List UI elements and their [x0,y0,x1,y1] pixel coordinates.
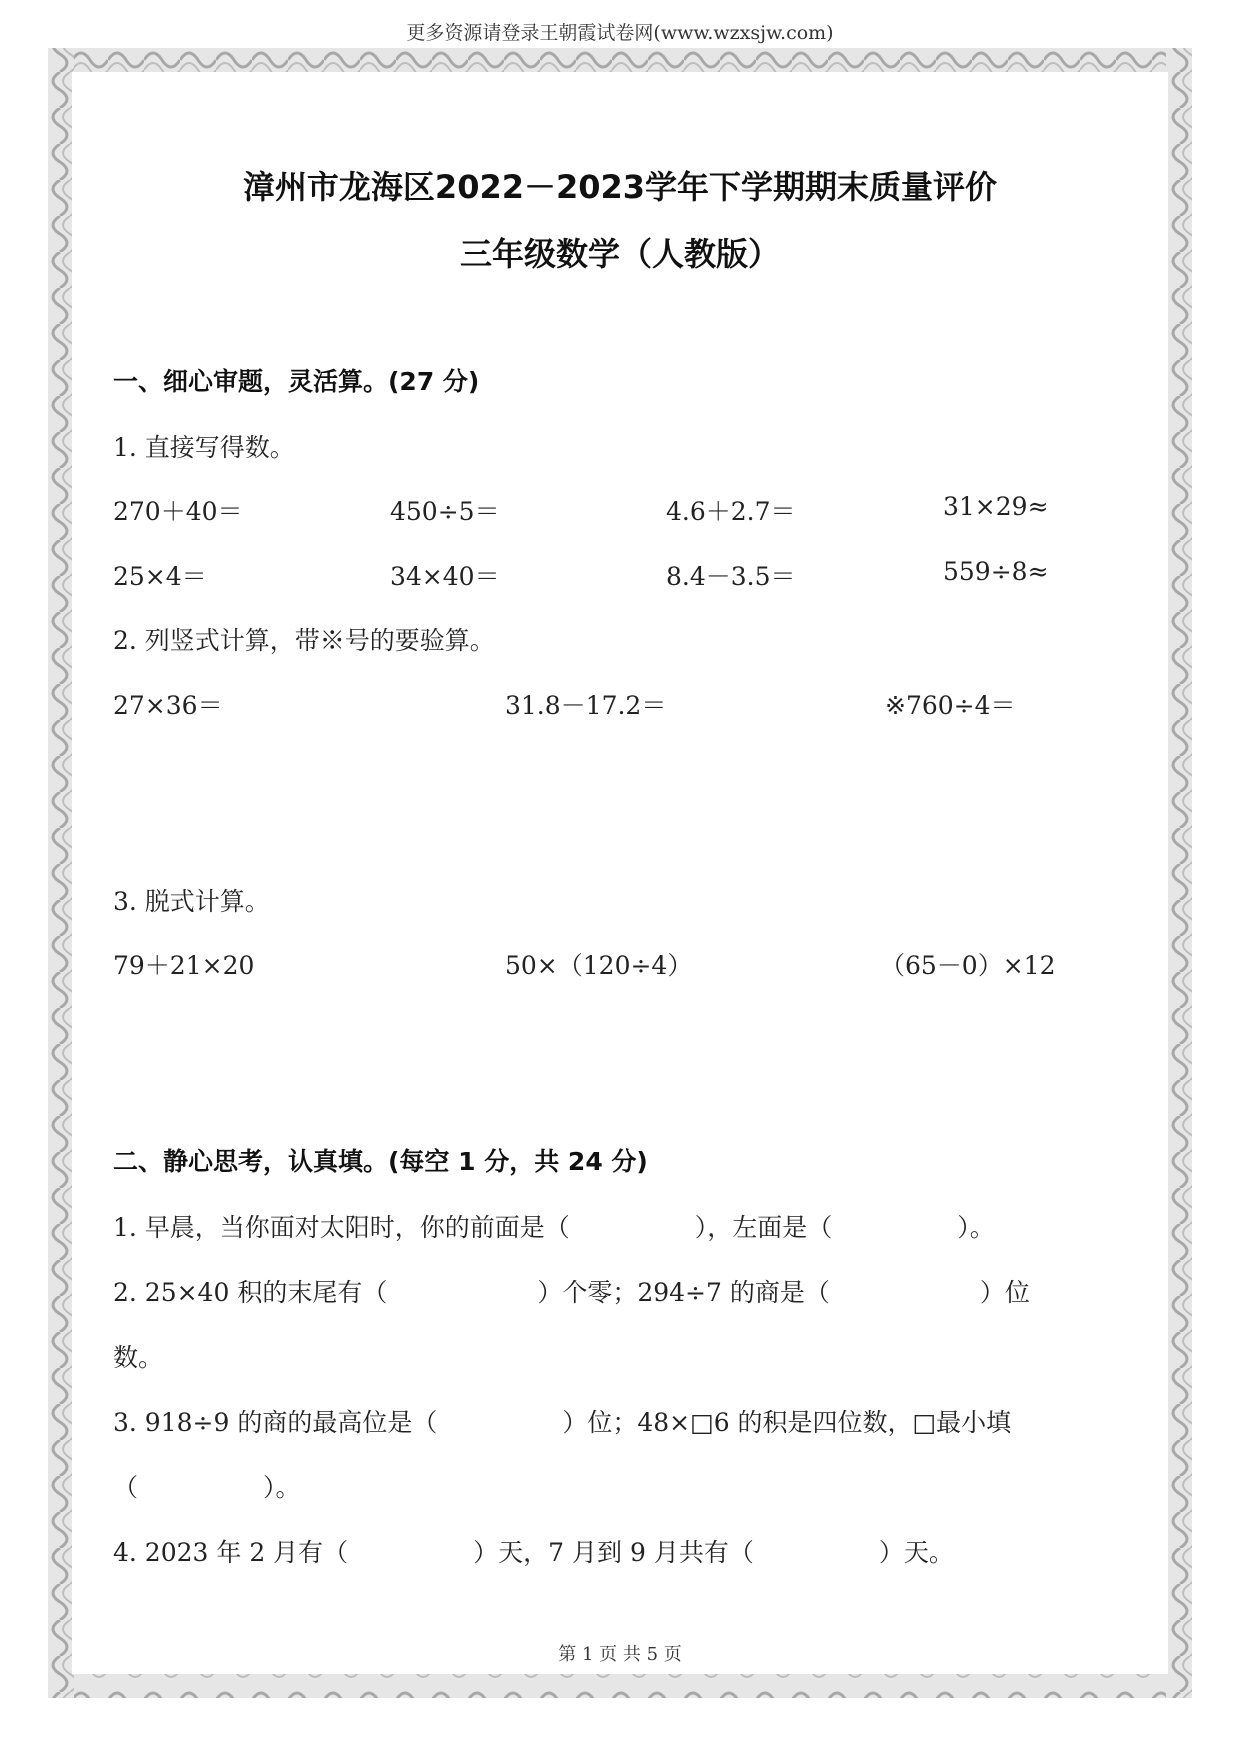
calc-item: 34×40＝ [390,562,500,591]
s2-q3-line1: 3. 918÷9 的商的最高位是（ ）位；48×□6 的积是四位数，□最小填 [113,1408,1012,1437]
s2-q2-line2: 数。 [113,1343,164,1372]
calc-item: 270＋40＝ [113,497,243,526]
vertical-calc-item: 31.8－17.2＝ [505,691,667,720]
s2-q1: 1. 早晨，当你面对太阳时，你的前面是（ ），左面是（ ）。 [113,1213,995,1242]
page-number: 第 1 页 共 5 页 [558,1644,682,1665]
calc-item: 8.4－3.5＝ [666,562,796,591]
section-2-heading: 二、静心思考，认真填。(每空 1 分，共 24 分) [113,1147,648,1176]
calc-item: 450÷5＝ [390,497,500,526]
s2-q4: 4. 2023 年 2 月有（ ）天，7 月到 9 月共有（ ）天。 [113,1538,954,1567]
s1-q2-prompt: 2. 列竖式计算，带※号的要验算。 [113,626,495,655]
section-1-heading: 一、细心审题，灵活算。(27 分) [113,367,480,396]
calc-item: 559÷8≈ [943,557,1049,586]
s2-q2-line1: 2. 25×40 积的末尾有（ ）个零；294÷7 的商是（ ）位 [113,1278,1030,1307]
stepwise-calc-item: 50×（120÷4） [505,951,693,980]
vertical-calc-item: ※760÷4＝ [885,691,1016,720]
stepwise-calc-item: （65－0）×12 [880,951,1056,980]
calc-item: 25×4＝ [113,562,207,591]
s1-q1-prompt: 1. 直接写得数。 [113,433,295,462]
exam-subtitle: 三年级数学（人教版） [459,235,780,273]
s1-q3-prompt: 3. 脱式计算。 [113,887,270,916]
vertical-calc-item: 27×36＝ [113,691,223,720]
calc-item: 4.6＋2.7＝ [666,497,796,526]
s2-q3-line2: （ ）。 [113,1473,301,1502]
exam-title: 漳州市龙海区2022－2023学年下学期期末质量评价 [242,168,998,206]
stepwise-calc-item: 79＋21×20 [113,951,255,980]
header-banner: 更多资源请登录王朝霞试卷网(www.wzxsjw.com) [406,22,834,44]
calc-item: 31×29≈ [943,492,1049,521]
